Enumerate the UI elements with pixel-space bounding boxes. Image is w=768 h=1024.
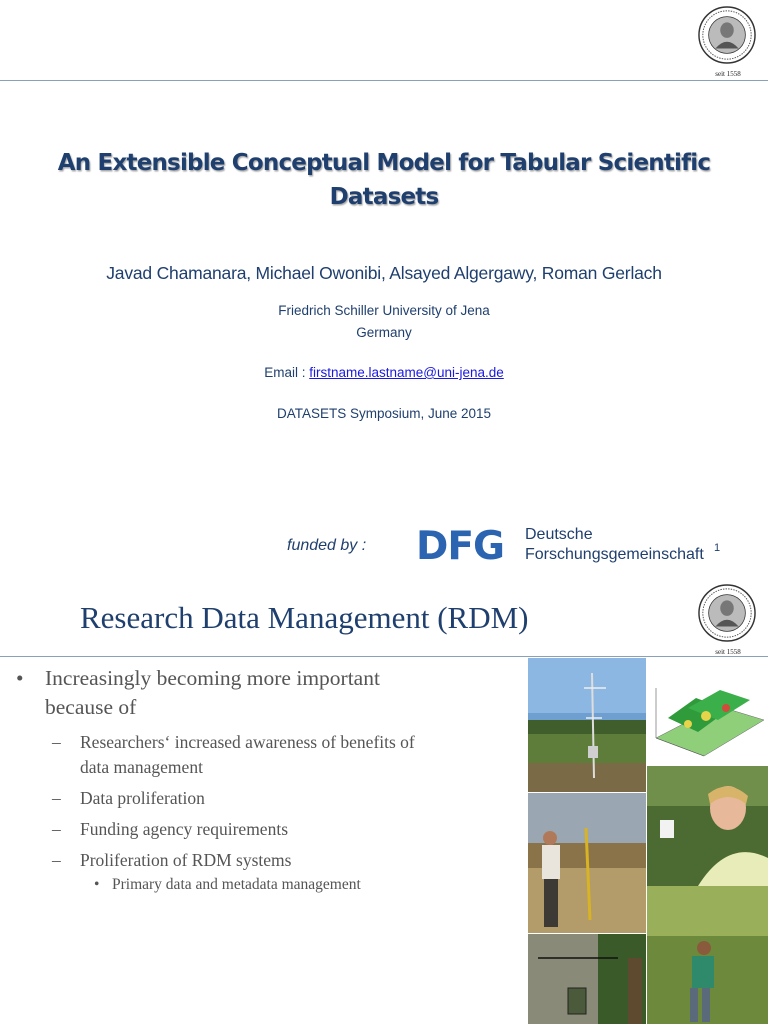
symposium-info: DATASETS Symposium, June 2015 bbox=[276, 406, 492, 421]
dash-marker: – bbox=[52, 788, 61, 808]
main-bullet-line-1: Increasingly becoming more important bbox=[45, 666, 380, 690]
dash-marker: – bbox=[52, 850, 61, 870]
tower-photo bbox=[528, 658, 646, 792]
header-divider bbox=[0, 656, 768, 657]
researcher-leaf-photo bbox=[647, 766, 768, 886]
header-divider bbox=[0, 80, 768, 81]
bullet-marker: • bbox=[16, 666, 24, 690]
field-survey-photo bbox=[528, 793, 646, 933]
rdm-slide bbox=[0, 512, 768, 1024]
title-line-1: An Extensible Conceptual Model for Tabular Scientific bbox=[57, 150, 711, 176]
page-number: 1 bbox=[714, 542, 721, 554]
sub-bullet-line-1: Proliferation of RDM systems bbox=[80, 850, 292, 870]
sub-bullet-line-1: Researchers‘ increased awareness of benefits of bbox=[80, 732, 415, 752]
dfg-logo-text: DFG bbox=[416, 528, 505, 562]
tree-sensor-photo bbox=[528, 934, 646, 1024]
forest-measurement-photo bbox=[647, 886, 768, 1024]
university-seal-icon bbox=[698, 584, 756, 642]
seal-caption: seit 1558 bbox=[715, 648, 741, 656]
main-bullet-line-2: because of bbox=[45, 695, 137, 719]
sub-bullet-line-1: Funding agency requirements bbox=[80, 819, 289, 839]
sub-sub-bullet-text: Primary data and metadata management bbox=[112, 876, 361, 893]
affiliation-country: Germany bbox=[356, 325, 412, 340]
dfg-name-line-2: Forschungsgemeinschaft bbox=[525, 546, 704, 563]
research-photo-collage bbox=[528, 658, 768, 1024]
dash-marker: – bbox=[52, 732, 61, 752]
title-line-2: Datasets bbox=[329, 184, 439, 210]
bullet-marker: • bbox=[94, 876, 100, 893]
authors: Javad Chamanara, Michael Owonibi, Alsayed Algergawy, Roman Gerlach bbox=[106, 263, 662, 283]
email-link[interactable]: firstname.lastname@uni-jena.de bbox=[309, 365, 504, 380]
dfg-name-line-1: Deutsche bbox=[525, 526, 593, 543]
email-line bbox=[0, 365, 768, 380]
sub-bullet-line-2: data management bbox=[80, 757, 203, 777]
funded-by-label: funded by : bbox=[287, 537, 367, 554]
dash-marker: – bbox=[52, 819, 61, 839]
university-seal-icon bbox=[698, 6, 756, 64]
main-bullet-text bbox=[45, 664, 505, 722]
slide-title: Research Data Management (RDM) bbox=[80, 600, 529, 635]
slide-title bbox=[20, 146, 748, 214]
sub-bullet-line-1: Data proliferation bbox=[80, 788, 205, 808]
affiliation-university: Friedrich Schiller University of Jena bbox=[278, 303, 490, 318]
email-label: Email : bbox=[264, 365, 310, 380]
surface-plot-image bbox=[647, 658, 768, 766]
seal-caption: seit 1558 bbox=[715, 70, 741, 78]
